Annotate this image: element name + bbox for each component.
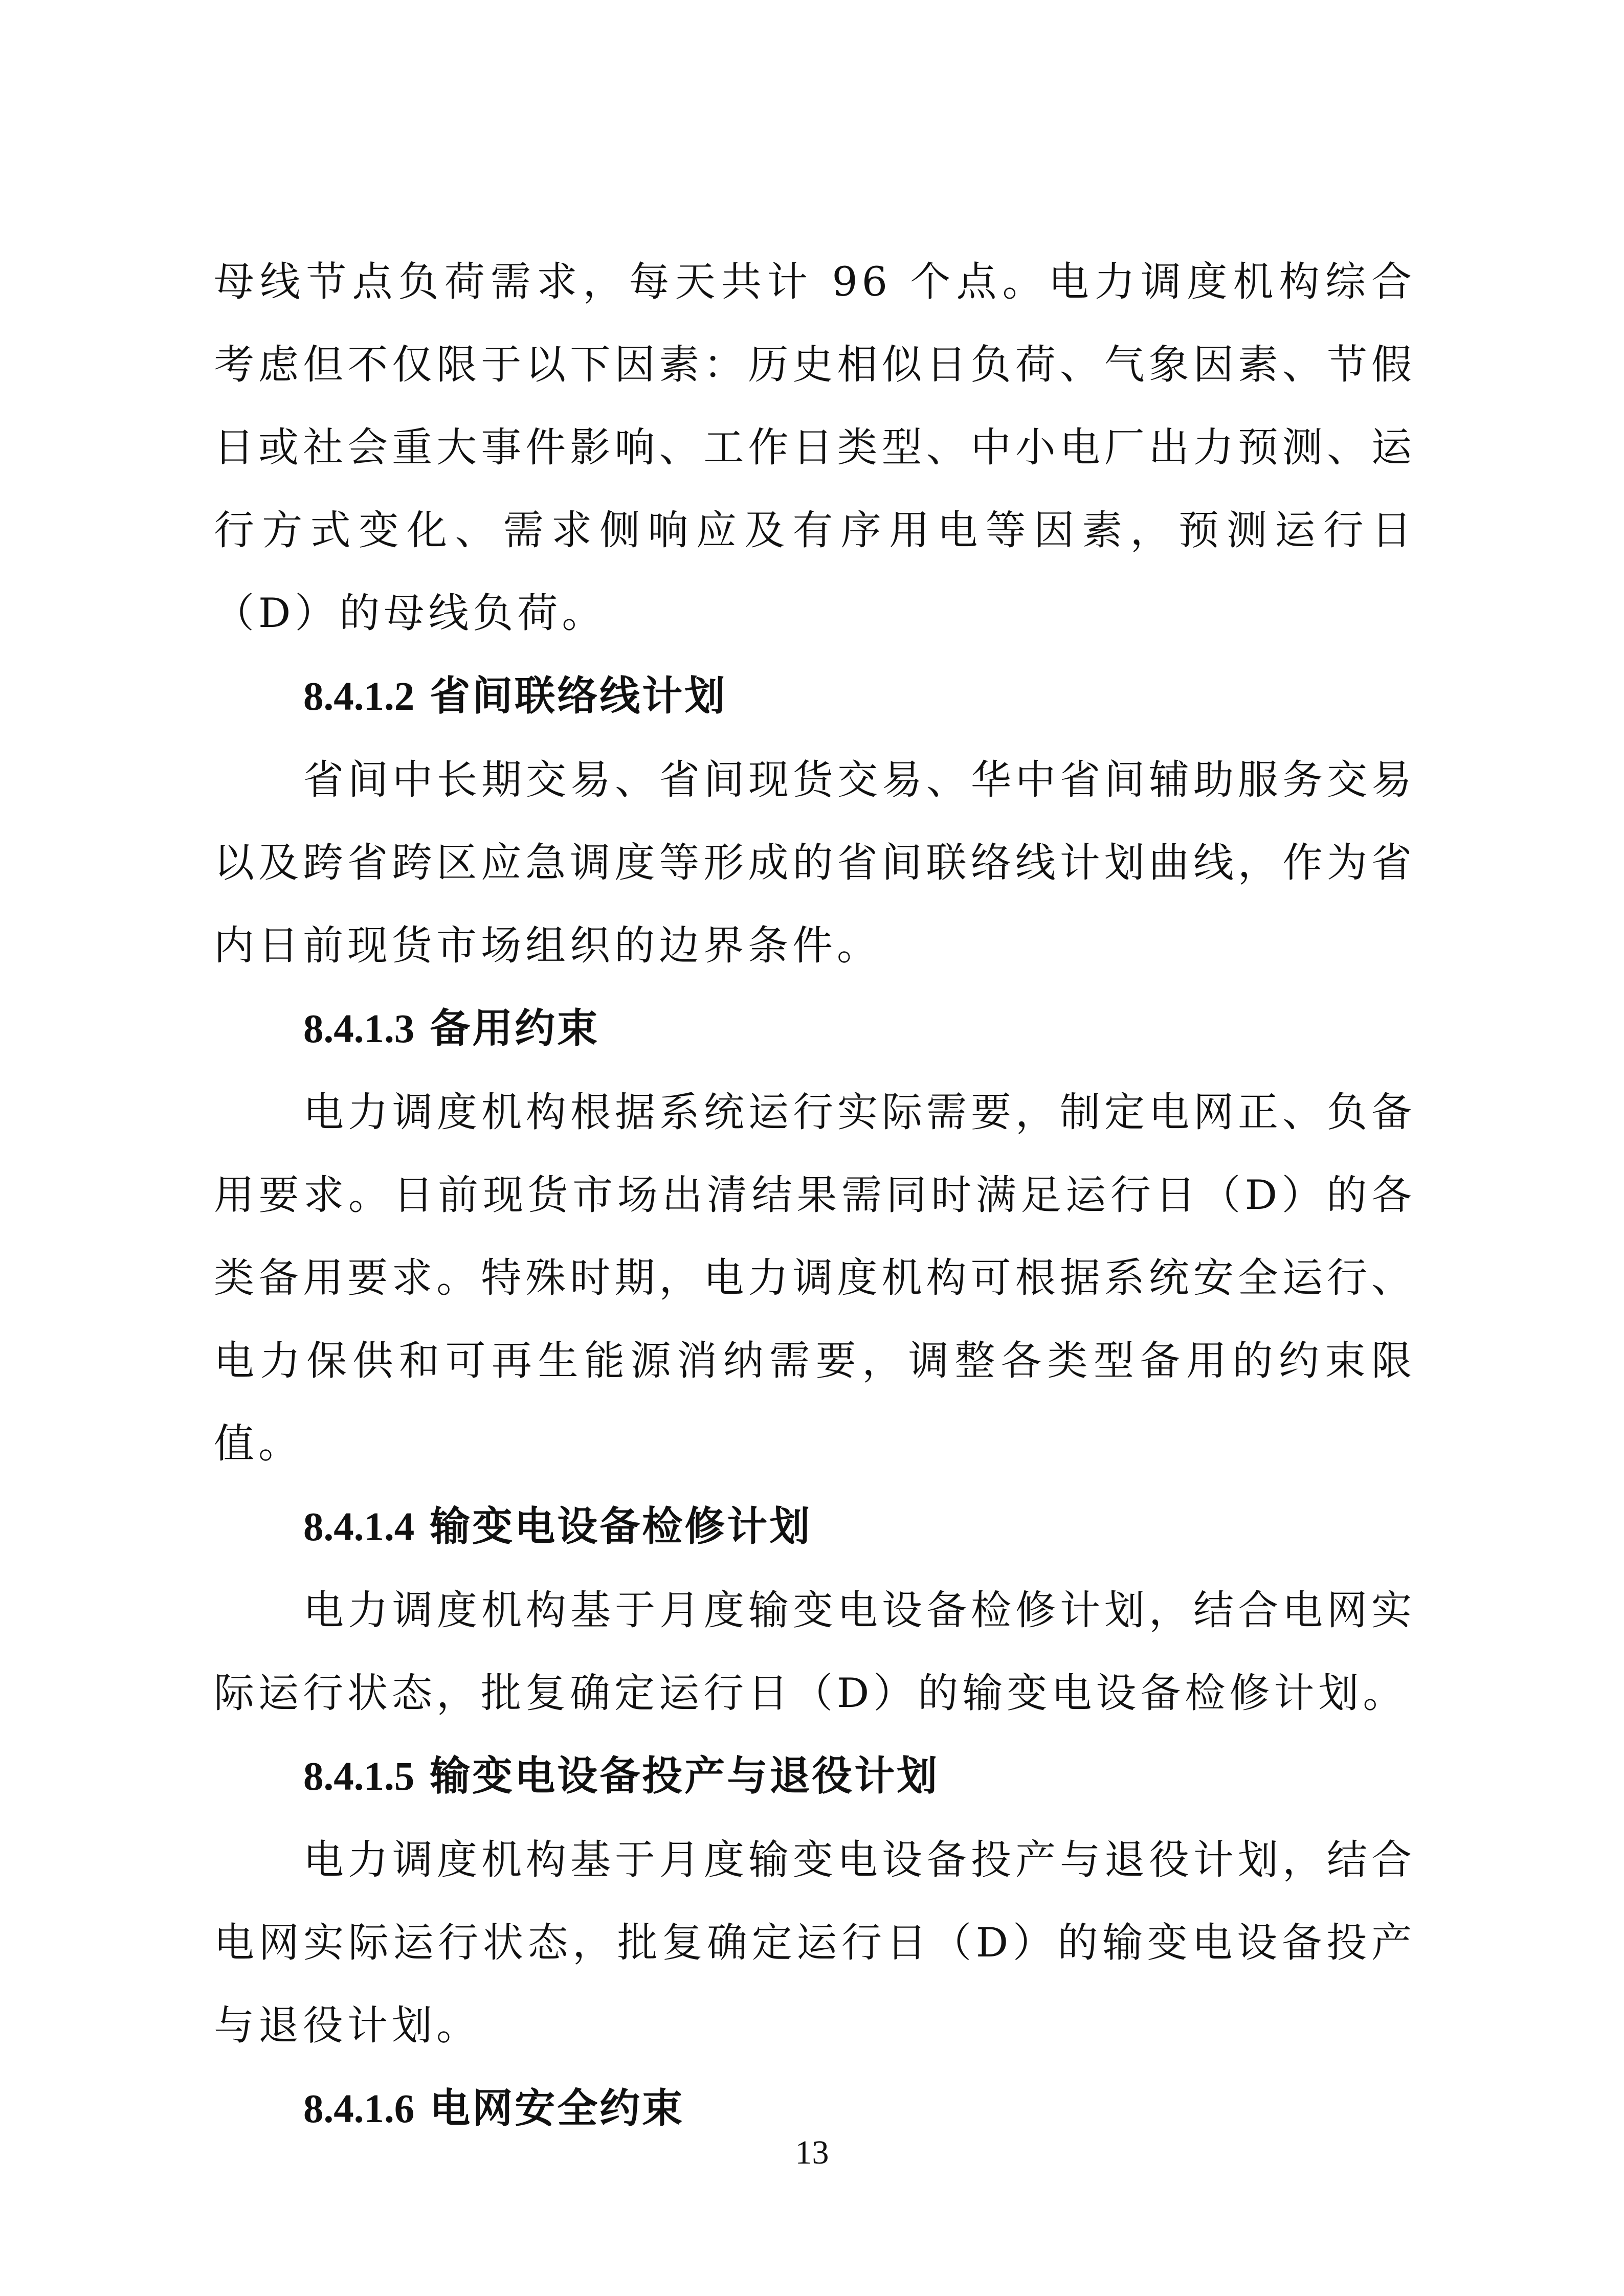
page-number: 13 bbox=[795, 2134, 829, 2171]
paragraph-maintenance-plan: 电力调度机构基于月度输变电设备检修计划，结合电网实际运行状态，批复确定运行日（D）的输变电设备检修计划。 bbox=[214, 1587, 1416, 1717]
heading-title: 备用约束 bbox=[430, 1005, 600, 1052]
heading-number: 8.4.1.4 bbox=[303, 1505, 415, 1549]
heading-8-4-1-2 bbox=[214, 655, 1416, 738]
heading-number: 8.4.1.5 bbox=[303, 1754, 415, 1799]
heading-8-4-1-4 bbox=[214, 1485, 1416, 1569]
heading-number: 8.4.1.6 bbox=[303, 2087, 415, 2131]
paragraph-interprovincial-tie-line: 省间中长期交易、省间现货交易、华中省间辅助服务交易以及跨省跨区应急调度等形成的省间联络线计划曲线，作为省内日前现货市场组织的边界条件。 bbox=[214, 756, 1416, 969]
heading-number: 8.4.1.3 bbox=[303, 1007, 415, 1051]
paragraph-commissioning-retirement-plan: 电力调度机构基于月度输变电设备投产与退役计划，结合电网实际运行状态，批复确定运行日（D）的输变电设备投产与退役计划。 bbox=[214, 1836, 1416, 2049]
heading-title: 电网安全约束 bbox=[430, 2085, 685, 2132]
heading-title: 输变电设备检修计划 bbox=[430, 1503, 812, 1550]
heading-title: 省间联络线计划 bbox=[430, 672, 727, 719]
paragraph-reserve-constraint: 电力调度机构根据系统运行实际需要，制定电网正、负备用要求。日前现货市场出清结果需同时满足运行日（D）的各类备用要求。特殊时期，电力调度机构可根据系统安全运行、电力保供和可再生能源消纳需要，调整各类型备用的约束限值。 bbox=[214, 1089, 1416, 1467]
heading-title: 输变电设备投产与退役计划 bbox=[430, 1752, 940, 1799]
heading-8-4-1-3 bbox=[214, 987, 1416, 1071]
page-content bbox=[214, 240, 1416, 2151]
paragraph-bus-load: 母线节点负荷需求，每天共计 96 个点。电力调度机构综合考虑但不仅限于以下因素：历史相似日负荷、气象因素、节假日或社会重大事件影响、工作日类型、中小电厂出力预测、运行方式变化、需求侧响应及有序用电等因素，预测运行日（D）的母线负荷。 bbox=[214, 258, 1416, 637]
heading-number: 8.4.1.2 bbox=[303, 674, 415, 719]
heading-8-4-1-5 bbox=[214, 1735, 1416, 1818]
